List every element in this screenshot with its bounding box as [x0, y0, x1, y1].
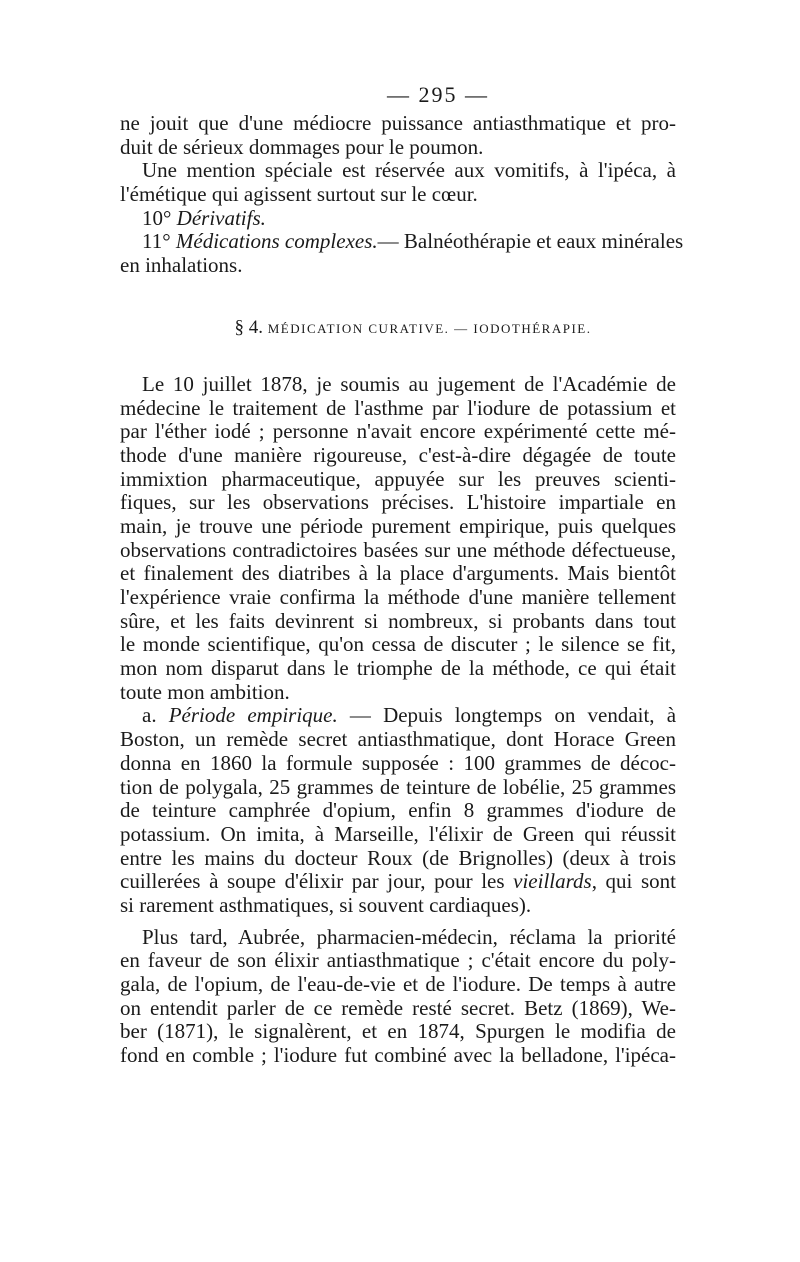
page-number: — 295 — — [387, 82, 489, 107]
text-line: Plus tard, Aubrée, pharmacien-médecin, réclama la priorité — [142, 924, 676, 949]
text-line: médecine le traitement de l'asthme par l'iodure de potassium et — [120, 395, 676, 420]
text-line: fond en comble ; l'iodure fut combiné avec la belladone, l'ipéca- — [120, 1043, 676, 1068]
paragraph-5 — [120, 926, 676, 1068]
item-11 — [120, 229, 684, 278]
text-line: Le 10 juillet 1878, je soumis au jugement de l'Académie de — [142, 371, 676, 396]
text-span: — Depuis longtemps on vendait, à — [349, 703, 677, 728]
text-line: et finalement des diatribes à la place d'arguments. Mais bientôt — [120, 561, 676, 586]
text-line: main, je trouve une période purement empirique, puis quelques — [120, 513, 676, 538]
section-heading — [150, 316, 676, 340]
text-line: l'émétique qui agissent surtout sur le cœur. — [120, 182, 478, 207]
text-span: , qui sont — [591, 869, 677, 894]
emphasis: vieillards — [513, 869, 592, 894]
paragraph-2 — [120, 159, 676, 206]
text-line: Une mention spéciale est réservée aux vomitifs, à l'ipéca, à — [142, 158, 676, 183]
text-line: si rarement asthmatiques, si souvent cardiaques). — [120, 892, 532, 917]
text-line: gala, de l'opium, de l'eau-de-vie et de l'iodure. De temps à autre — [120, 972, 676, 996]
item-title: Médications complexes. — [175, 229, 378, 254]
item-number: 11° — [142, 229, 171, 254]
page-body — [120, 78, 684, 1068]
text-line: ber (1871), le signalèrent, et en 1874, Spurgen le modifia de — [120, 1019, 676, 1044]
text-line: de teinture camphrée d'opium, enfin 8 grammes d'iodure de — [120, 798, 676, 823]
item-10 — [120, 207, 676, 231]
text-line: toute mon ambition. — [120, 679, 290, 704]
text-line: thode d'une manière rigoureuse, c'est-à-dire dégagée de toute — [120, 442, 676, 467]
text-line — [120, 870, 676, 894]
text-line: immixtion pharmaceutique, appuyée sur les preuves scienti- — [120, 466, 676, 491]
text-line: l'expérience vraie confirma la méthode d'une manière tellement — [120, 585, 676, 609]
text-line: sûre, et les faits devinrent si nombreux, si probants dans tout — [120, 608, 676, 633]
paragraph-3 — [120, 373, 676, 705]
text-line — [120, 704, 676, 728]
text-line: donna en 1860 la formule supposée : 100 grammes de décoc- — [120, 750, 676, 775]
subsection-title: Période empirique. — [168, 703, 338, 728]
text-span: cuillerées à soupe d'élixir par jour, pour les — [120, 869, 514, 894]
text-line: on entendit parler de ce remède resté secret. Betz (1869), We- — [120, 995, 676, 1020]
section-symbol: § 4. — [234, 316, 263, 338]
text-line — [120, 229, 684, 254]
text-line: en faveur de son élixir antiasthmatique ; c'était encore du poly- — [120, 948, 676, 973]
subsection-label: a. — [142, 703, 157, 728]
text-line: par l'éther iodé ; personne n'avait encore expérimenté cette mé- — [120, 419, 676, 444]
text-line: mon nom disparut dans le triomphe de la méthode, ce qui était — [120, 656, 676, 681]
section-title: MÉDICATION CURATIVE. — IODOTHÉRAPIE. — [267, 320, 592, 336]
text-line: duit de sérieux dommages pour le poumon. — [120, 134, 484, 159]
item-title: Dérivatifs. — [176, 205, 266, 230]
text-line: en inhalations. — [120, 253, 243, 278]
text-line: ne jouit que d'une médiocre puissance antiasthmatique et pro- — [120, 111, 676, 135]
item-text: — Balnéothérapie et eaux minérales — [377, 229, 684, 254]
text-line: entre les mains du docteur Roux (de Brignolles) (deux à trois — [120, 845, 676, 870]
text-line: tion de polygala, 25 grammes de teinture de lobélie, 25 grammes — [120, 774, 676, 799]
paragraph-4 — [120, 704, 676, 917]
text-line — [120, 207, 676, 231]
text-line: le monde scientifique, qu'on cessa de discuter ; le silence se fit, — [120, 632, 676, 657]
paragraph-1 — [120, 112, 676, 159]
text-line: potassium. On imita, à Marseille, l'élixir de Green qui réussit — [120, 821, 676, 846]
text-line: Boston, un remède secret antiasthmatique, dont Horace Green — [120, 727, 676, 752]
item-number: 10° — [142, 205, 172, 230]
text-line: fiques, sur les observations précises. L'histoire impartiale en — [120, 490, 676, 515]
text-line: observations contradictoires basées sur une méthode défectueuse, — [120, 537, 676, 562]
